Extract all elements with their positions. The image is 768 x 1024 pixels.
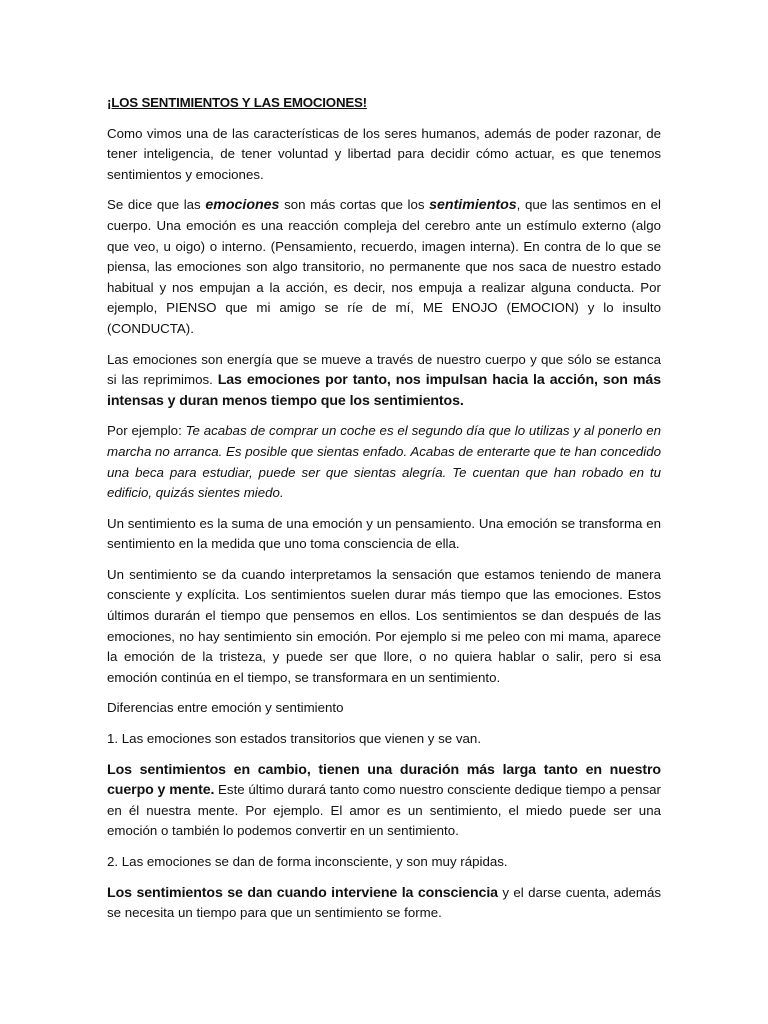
list-item-2: 2. Las emociones se dan de forma inconsciente, y son muy rápidas. (107, 854, 508, 869)
bold-statement: Los sentimientos en cambio, tienen una duración más larga tanto en nuestro cuerpo y mente. (107, 761, 661, 799)
paragraph-example (107, 421, 661, 503)
emphasis-sentimientos: sentimientos (429, 197, 517, 214)
paragraph-energy (107, 350, 661, 412)
bold-statement: Los sentimientos se dan cuando interviene la consciencia (107, 884, 498, 901)
paragraph-intro: Como vimos una de las características de los seres humanos, además de poder razonar, de tener inteligencia, de tener voluntad y libertad para decidir cómo actuar, es que tenemos sentimientos y emociones. (107, 125, 661, 182)
paragraph-duration (107, 760, 661, 842)
text-run: Por ejemplo: (107, 423, 186, 439)
text-run: Se dice que las (107, 197, 206, 213)
paragraph-emotions-vs-feelings (107, 195, 661, 339)
text-run: y el darse cuenta, además se necesita un tiempo para que un sentimiento se forme. (107, 884, 661, 921)
paragraph-consciousness (107, 883, 661, 924)
text-run: Las emociones son energía que se mueve a través de nuestro cuerpo y que sólo se estanca si las reprimimos. (107, 351, 661, 388)
paragraph-definition: Un sentimiento es la suma de una emoción y un pensamiento. Una emoción se transforma en sentimiento en la medida que uno toma consciencia de ella. (107, 515, 661, 552)
text-run: son más cortas que los (279, 197, 430, 213)
text-run: Este último durará tanto como nuestro consciente dedique tiempo a pensar en él nuestra mente. Por ejemplo. El amor es un sentimiento, el miedo puede ser una emoción o también lo podemos convertir en un sentimiento. (107, 782, 661, 839)
list-item-1: 1. Las emociones son estados transitorios que vienen y se van. (107, 731, 482, 747)
document-title: ¡LOS SENTIMIENTOS Y LAS EMOCIONES! (107, 95, 367, 110)
section-heading-differences: Diferencias entre emoción y sentimiento (107, 700, 344, 716)
bold-statement: Las emociones por tanto, nos impulsan hacia la acción, son más intensas y duran menos tiempo que los sentimientos. (107, 372, 661, 409)
document-page (107, 93, 661, 934)
text-run: , que las sentimos en el cuerpo. Una emoción es una reacción compleja del cerebro ante un estímulo externo (algo que veo, u oigo) o interno. (Pensamiento, recuerdo, imagen interna). En contra de lo que se piensa, las emociones son algo transitorio, no permanente que nos saca de nuestro estado habitual y nos empujan a la acción, es decir, nos empuja a realizar alguna conducta. Por ejemplo, PIENSO que mi amigo se ríe de mí, ME ENOJO (EMOCION) y lo insulto (CONDUCTA). (107, 197, 661, 336)
emphasis-emociones: emociones (205, 197, 280, 214)
paragraph-interpretation: Un sentimiento se da cuando interpretamos la sensación que estamos teniendo de manera consciente y explícita. Los sentimientos suelen durar más tiempo que las emociones. Estos últimos durarán el tiempo que pensemos en ellos. Los sentimientos se dan después de las emociones, no hay sentimiento sin emoción. Por ejemplo si me peleo con mi mama, aparece la emoción de la tristeza, y puede ser que llore, o no quiera hablar o salir, pero si esa emoción continúa en el tiempo, se transformara en un sentimiento. (107, 566, 661, 685)
italic-example: Te acabas de comprar un coche es el segundo día que lo utilizas y al ponerlo en marcha no arranca. Es posible que sientas enfado. Acabas de enterarte que te han concedido una beca para estudiar, puede ser que sientas alegría. Te cuentan que han robado en tu edificio, quizás sientes miedo. (107, 423, 661, 501)
